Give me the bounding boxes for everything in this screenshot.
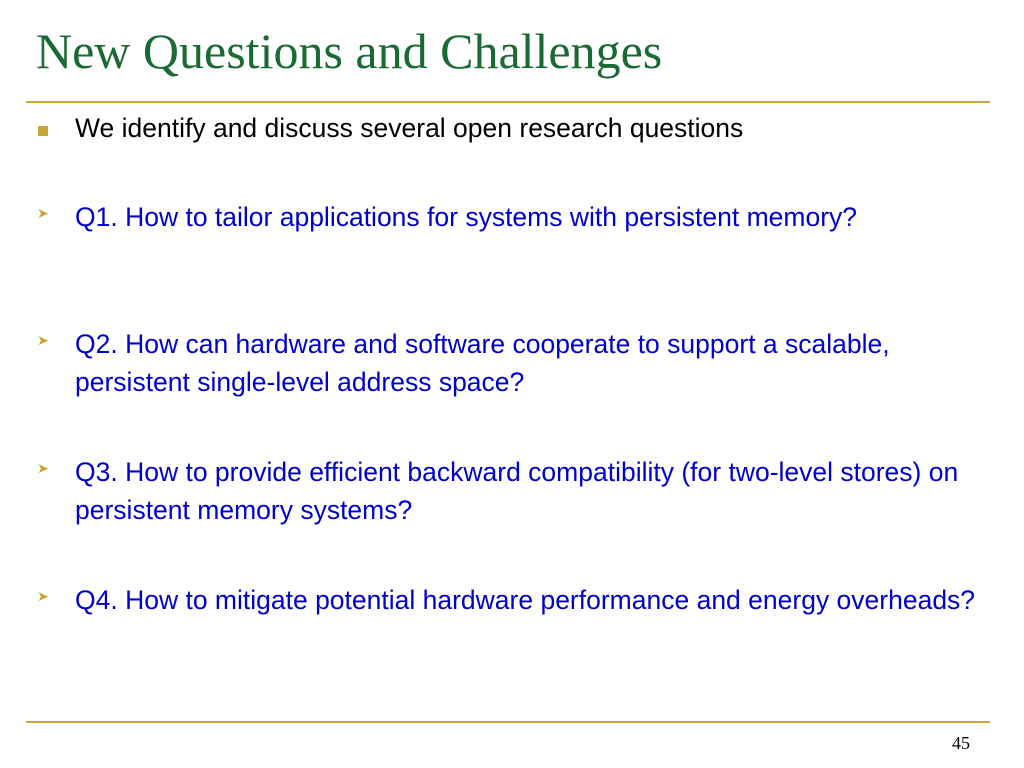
intro-bullet	[38, 109, 978, 147]
question-item-q4	[38, 581, 978, 619]
question-text: Q3. How to provide efficient backward compatibility (for two-level stores) on persistent memory systems?	[75, 457, 959, 525]
question-text: Q4. How to mitigate potential hardware performance and energy overheads?	[75, 585, 976, 615]
slide-title: New Questions and Challenges	[36, 23, 663, 79]
arrowhead-bullet-icon: ➤	[37, 589, 49, 605]
question-item-q3	[38, 453, 978, 529]
square-bullet-icon	[38, 126, 48, 136]
arrowhead-bullet-icon: ➤	[37, 461, 49, 477]
footer-divider	[26, 721, 990, 723]
question-text: Q1. How to tailor applications for systems with persistent memory?	[75, 202, 858, 232]
question-item-q1	[38, 198, 978, 236]
question-item-q2	[38, 325, 978, 401]
arrowhead-bullet-icon: ➤	[37, 206, 49, 222]
question-text: Q2. How can hardware and software cooperate to support a scalable, persistent single-level address space?	[75, 329, 890, 397]
title-divider	[26, 101, 990, 103]
intro-text: We identify and discuss several open research questions	[75, 113, 744, 143]
page-number: 45	[952, 733, 970, 753]
arrowhead-bullet-icon: ➤	[37, 333, 49, 349]
